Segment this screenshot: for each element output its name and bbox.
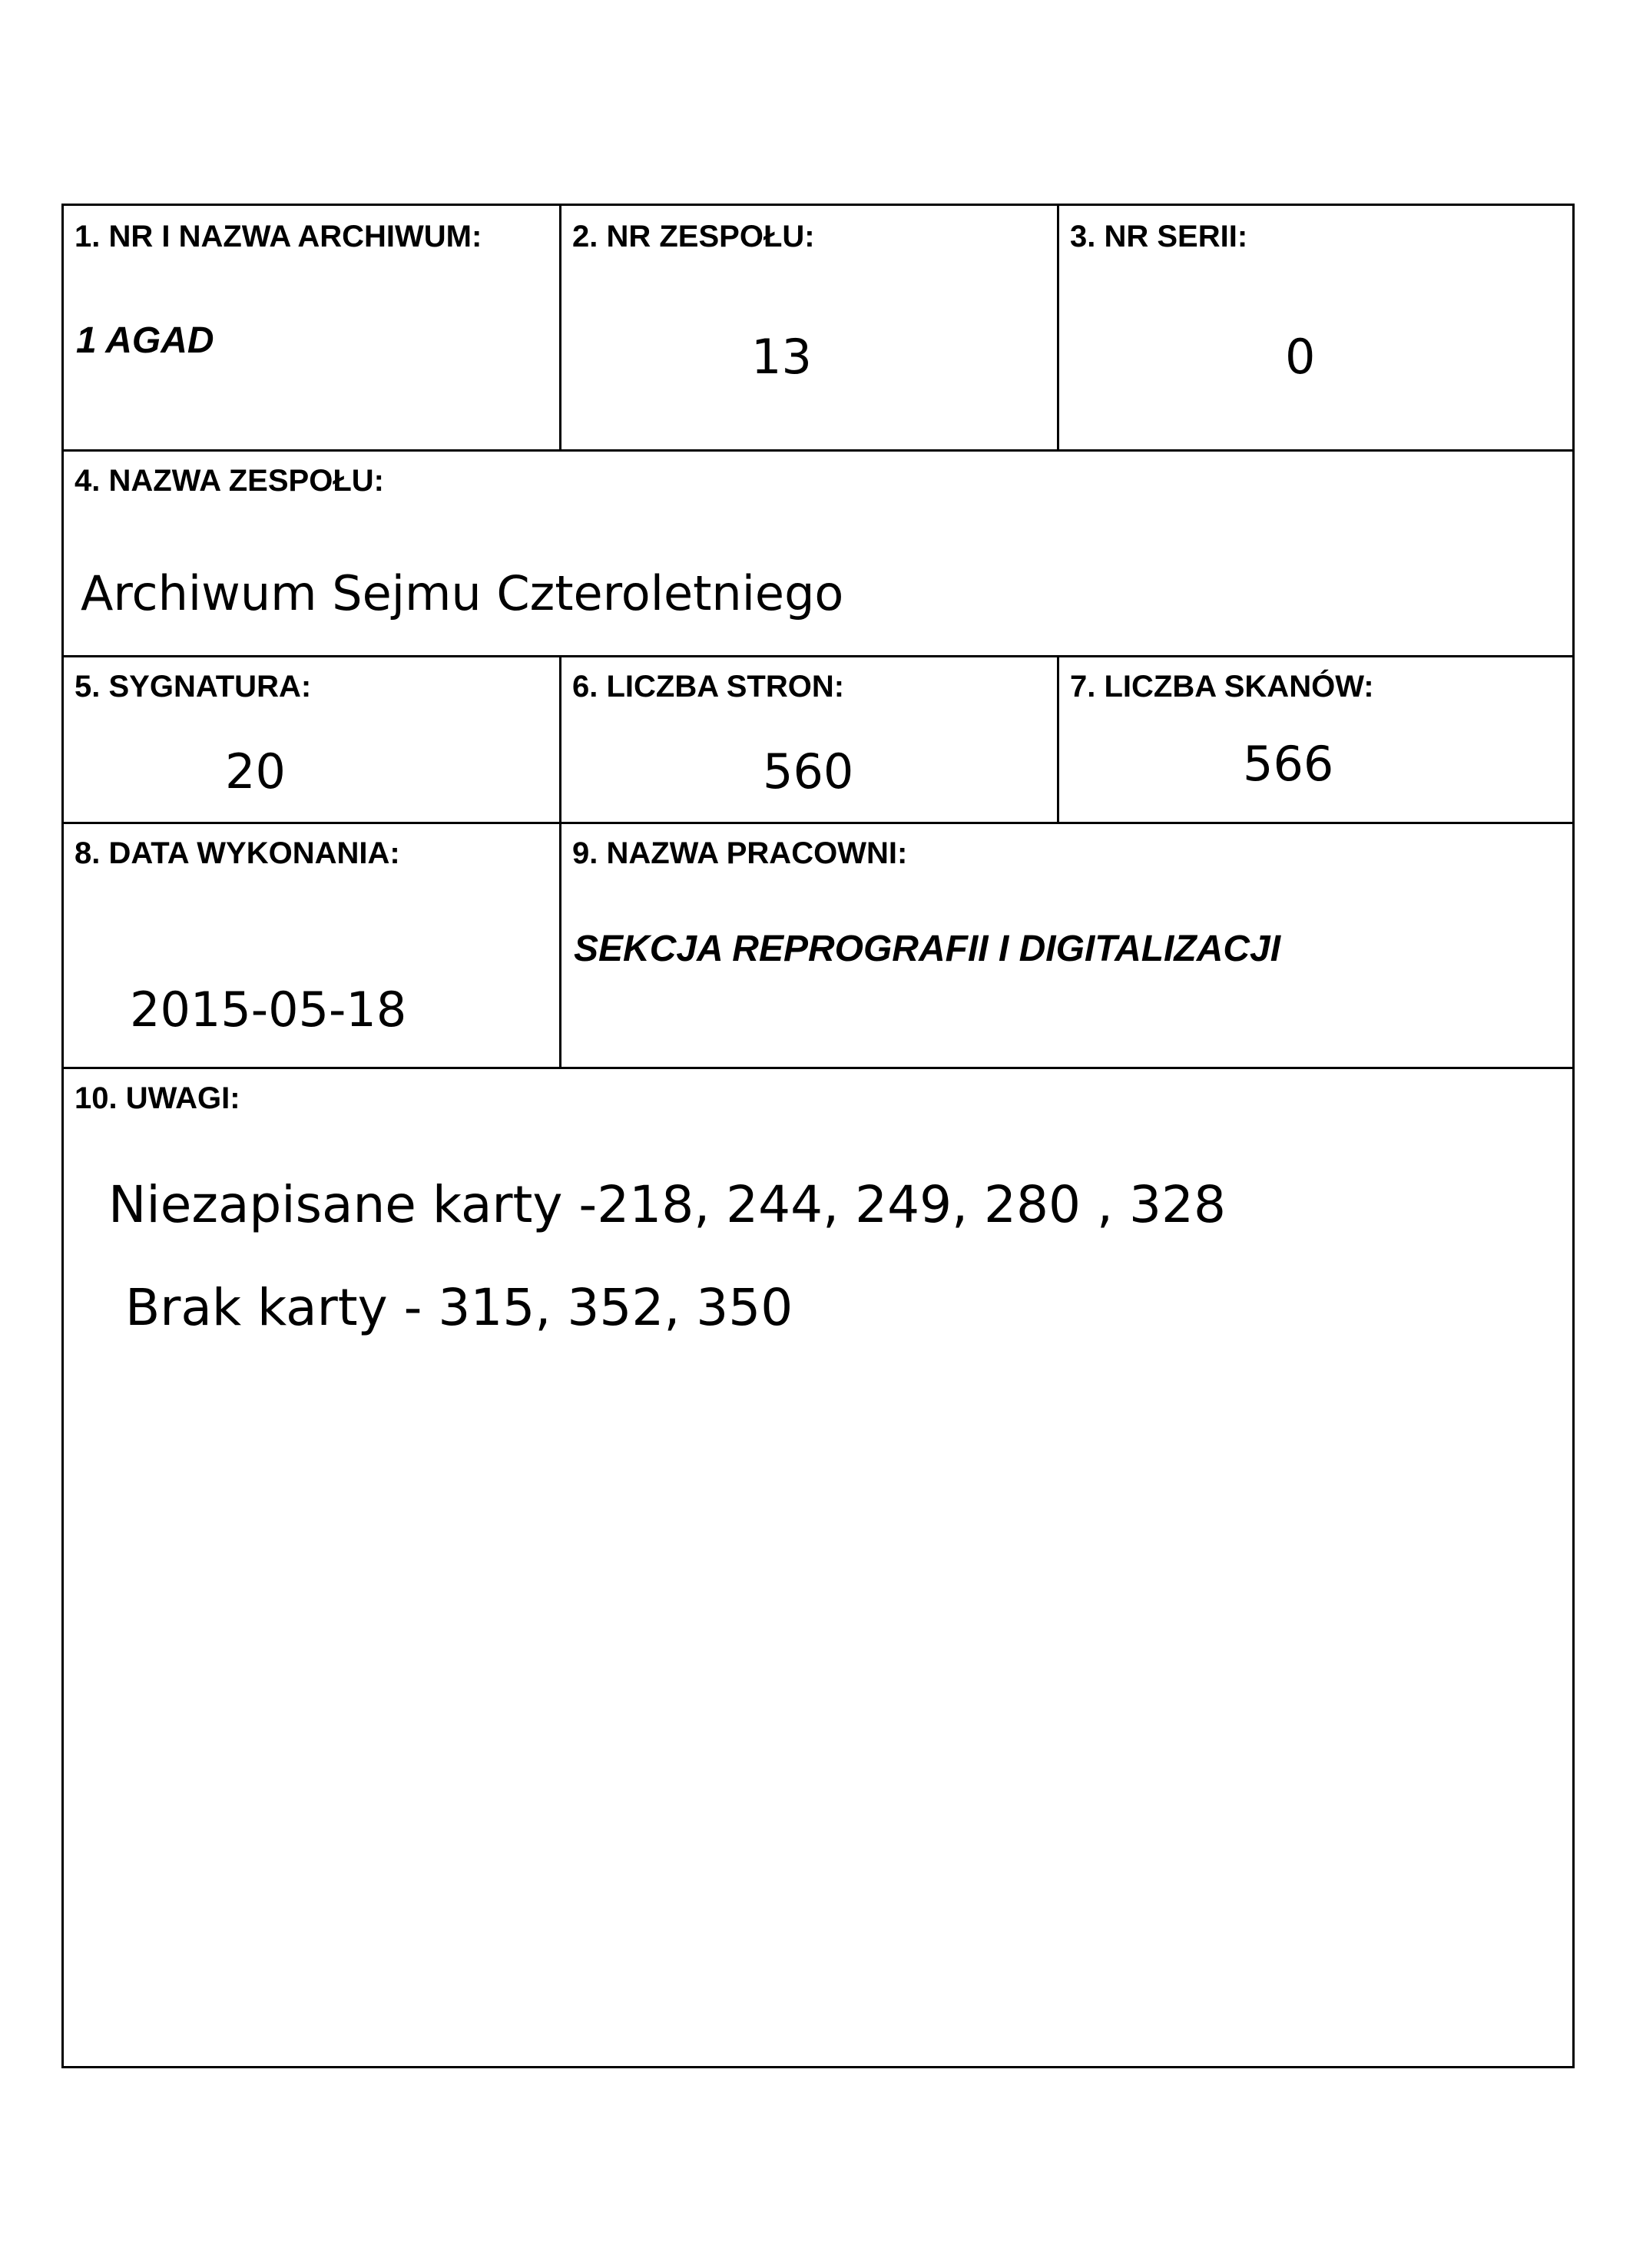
scan-count-label: 7. LICZBA SKANÓW: xyxy=(1070,670,1374,704)
scan-count-value: 566 xyxy=(1243,736,1334,792)
column-divider xyxy=(1057,206,1059,449)
fonds-name-value: Archiwum Sejmu Czteroletniego xyxy=(81,565,844,621)
fonds-name-label: 4. NAZWA ZESPOŁU: xyxy=(75,464,384,498)
row-divider xyxy=(64,822,1572,824)
archive-label: 1. NR I NAZWA ARCHIWUM: xyxy=(75,220,482,253)
workshop-value: SEKCJA REPROGRAFII I DIGITALIZACJI xyxy=(574,929,1281,969)
column-divider xyxy=(1057,655,1059,822)
remarks-label: 10. UWAGI: xyxy=(75,1081,240,1115)
date-value: 2015-05-18 xyxy=(130,982,407,1038)
fonds-number-value: 13 xyxy=(751,329,812,385)
row-divider xyxy=(64,655,1572,657)
series-number-label: 3. NR SERII: xyxy=(1070,220,1248,253)
row-divider xyxy=(64,449,1572,452)
metadata-form xyxy=(61,204,1575,2068)
row-divider xyxy=(64,1067,1572,1069)
series-number-value: 0 xyxy=(1285,329,1316,385)
signature-label: 5. SYGNATURA: xyxy=(75,670,312,704)
page-count-value: 560 xyxy=(763,743,854,800)
remarks-line: Niezapisane karty -218, 244, 249, 280 , 328 xyxy=(108,1175,1226,1234)
workshop-label: 9. NAZWA PRACOWNI: xyxy=(572,836,908,870)
archive-value: 1 AGAD xyxy=(76,320,214,361)
page-count-label: 6. LICZBA STRON: xyxy=(572,670,845,704)
signature-value: 20 xyxy=(225,743,286,800)
column-divider xyxy=(559,206,561,449)
fonds-number-label: 2. NR ZESPOŁU: xyxy=(572,220,815,253)
date-label: 8. DATA WYKONANIA: xyxy=(75,836,400,870)
remarks-line: Brak karty - 315, 352, 350 xyxy=(125,1278,793,1337)
column-divider xyxy=(559,655,561,1067)
